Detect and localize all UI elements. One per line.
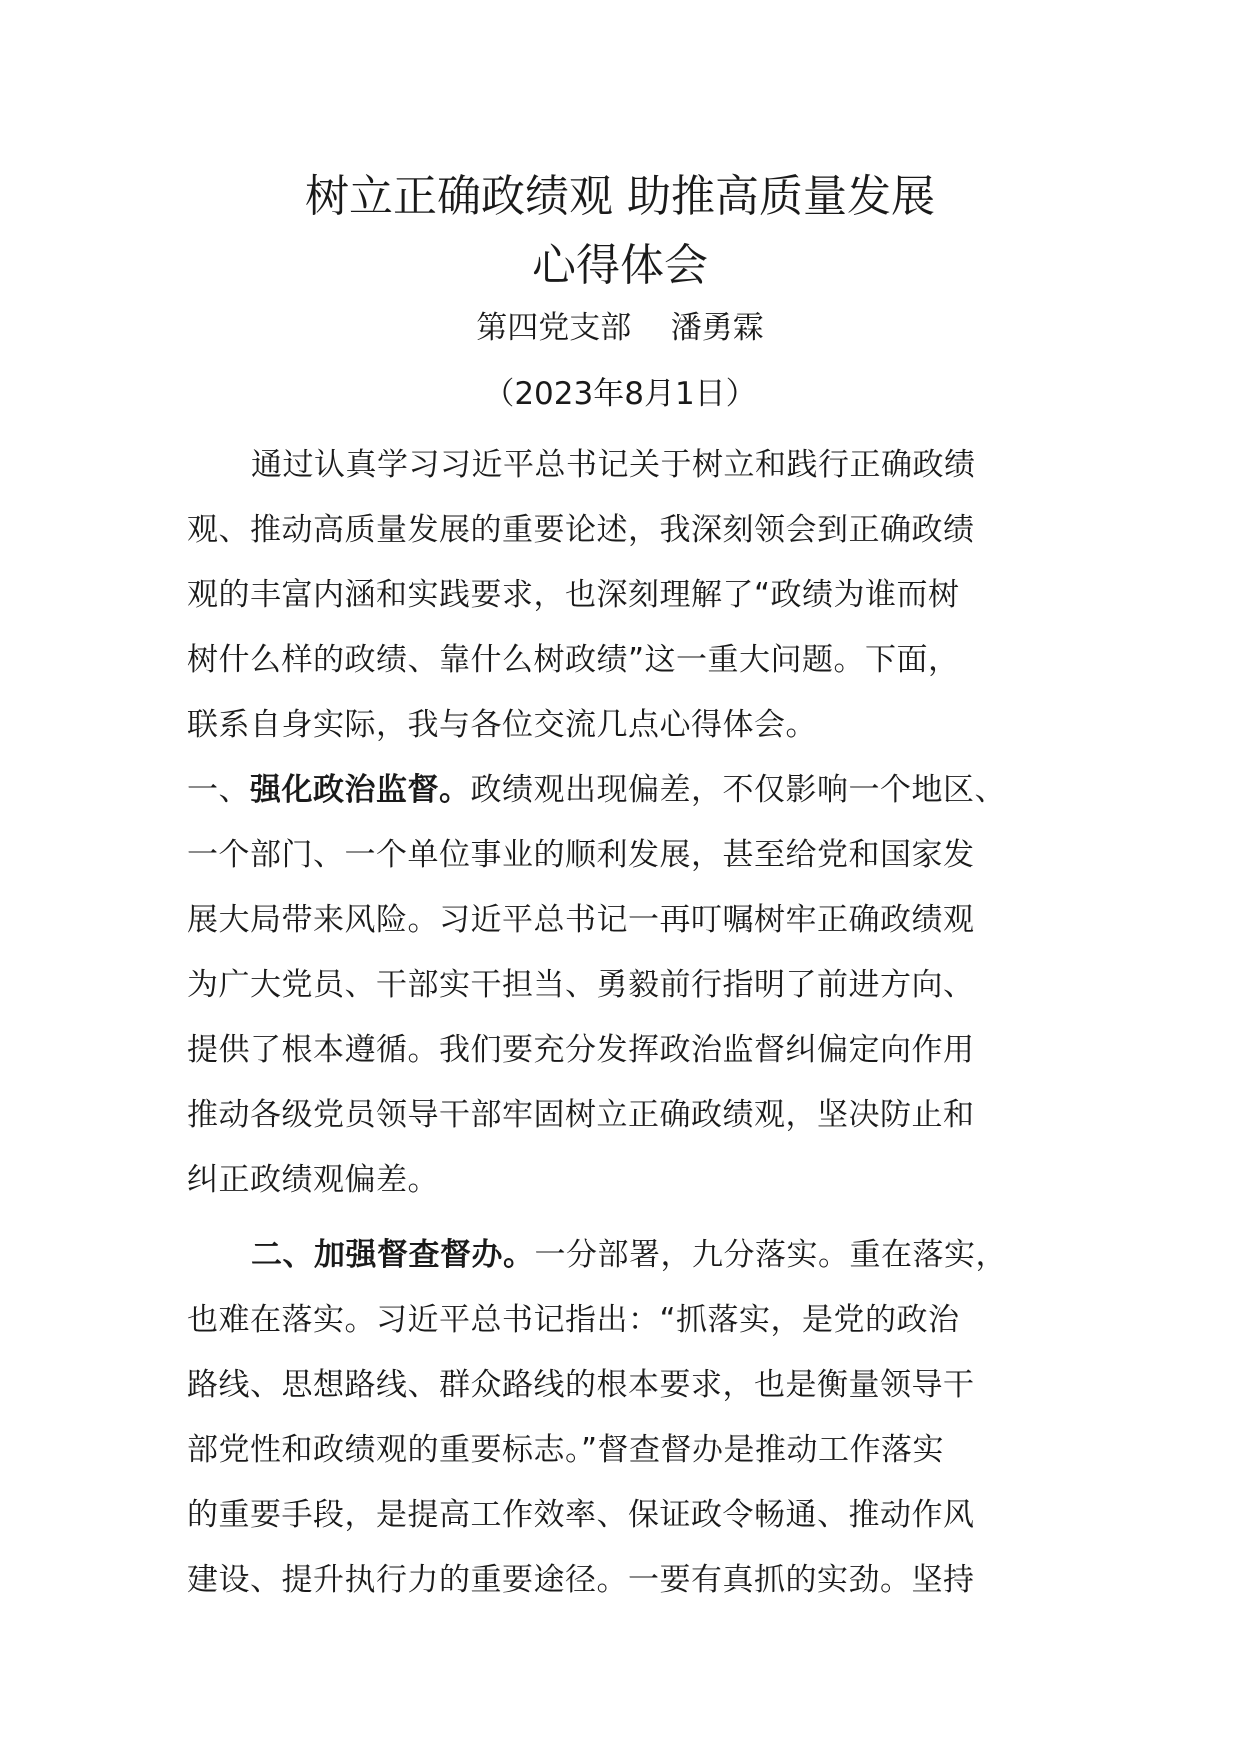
intro-paragraph-line: 通过认真学习习近平总书记关于树立和践行正确政绩 [251, 447, 976, 483]
document-title: 树立正确政绩观 助推高质量发展 [305, 171, 935, 222]
section1-line: 提供了根本遵循。我们要充分发挥政治监督纠偏定向作用 [187, 1032, 975, 1068]
section2-first-line [187, 1223, 1067, 1288]
author-line: 第四党支部 潘勇霖 [476, 310, 764, 346]
intro-paragraph-line: 观的丰富内涵和实践要求，也深刻理解了“政绩为谁而树 [187, 577, 960, 613]
section1-line: 为广大党员、干部实干担当、勇毅前行指明了前进方向、 [187, 967, 975, 1003]
date-line: （2023年8月1日） [483, 376, 757, 412]
intro-paragraph-line: 联系自身实际，我与各位交流几点心得体会。 [187, 707, 817, 743]
section1-line: 纠正政绩观偏差。 [187, 1162, 439, 1198]
section2-line: 也难在落实。习近平总书记指出：“抓落实，是党的政治 [187, 1302, 960, 1338]
intro-paragraph-line: 树什么样的政绩、靠什么树政绩”这一重大问题。下面， [187, 642, 960, 678]
section1-line: 推动各级党员领导干部牢固树立正确政绩观，坚决防止和 [187, 1097, 975, 1133]
intro-paragraph-line: 观、推动高质量发展的重要论述，我深刻领会到正确政绩 [187, 512, 975, 548]
section1-line: 展大局带来风险。习近平总书记一再叮嘱树牢正确政绩观 [187, 902, 975, 938]
document-subtitle: 心得体会 [532, 240, 708, 291]
section1-heading: 强化政治监督。 [250, 772, 471, 808]
section2-line: 路线、思想路线、群众路线的根本要求，也是衡量领导干 [187, 1367, 975, 1403]
section1-first-line-text: 政绩观出现偏差，不仅影响一个地区、 [470, 772, 1006, 808]
section2-line: 部党性和政绩观的重要标志。”督查督办是推动工作落实 [187, 1432, 945, 1468]
section1-first-line [187, 758, 1067, 823]
section2-line: 的重要手段，是提高工作效率、保证政令畅通、推动作风 [187, 1497, 975, 1533]
section2-heading: 二、加强督查督办。 [251, 1237, 535, 1273]
section1-line: 一个部门、一个单位事业的顺利发展，甚至给党和国家发 [187, 837, 975, 873]
section2-first-line-text: 一分部署，九分落实。重在落实， [534, 1237, 1007, 1273]
section1-prefix: 一、 [187, 772, 250, 808]
section2-line: 建设、提升执行力的重要途径。一要有真抓的实劲。坚持 [187, 1562, 975, 1598]
